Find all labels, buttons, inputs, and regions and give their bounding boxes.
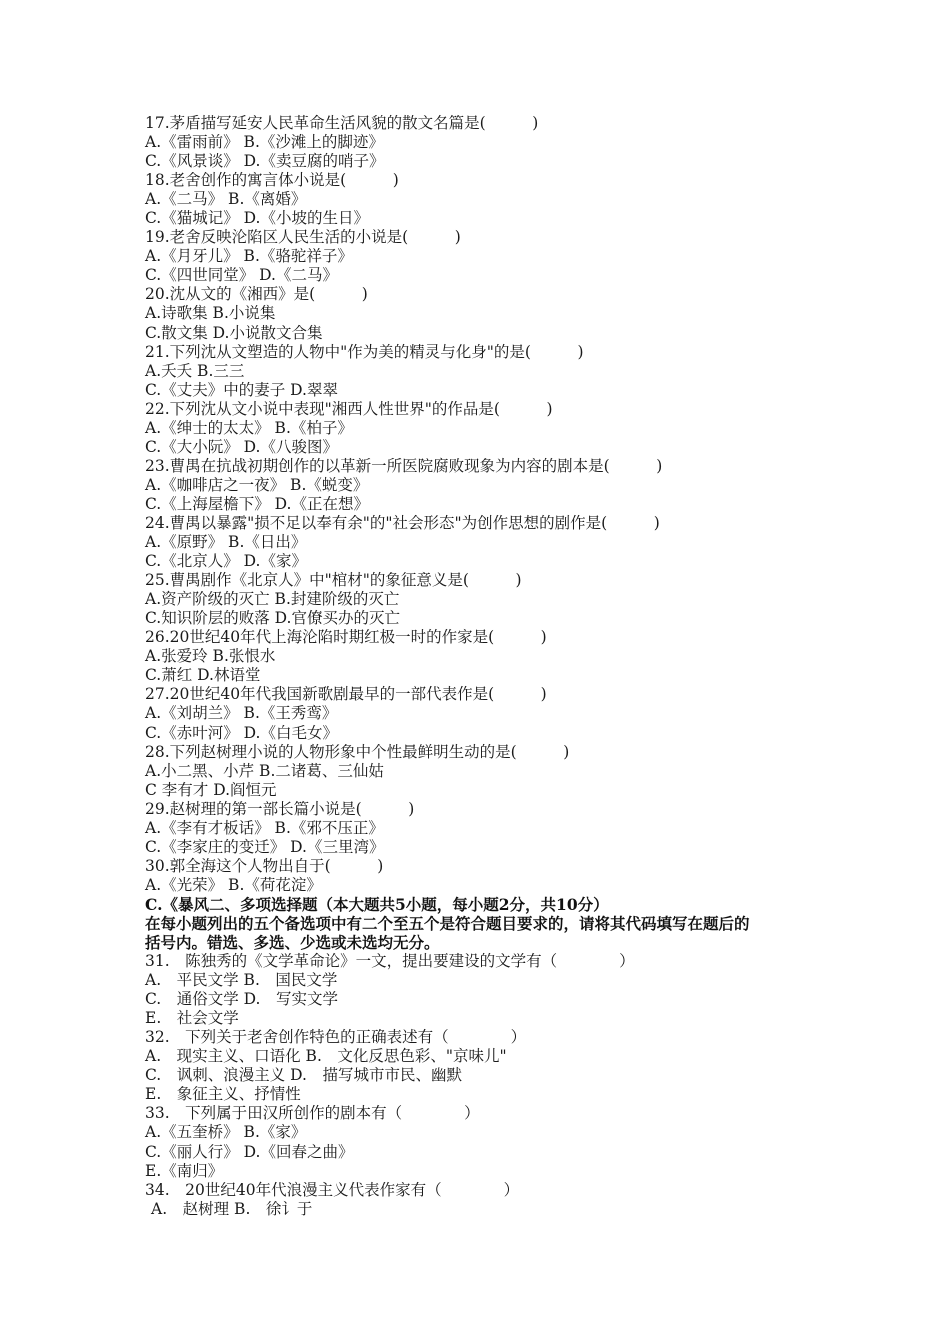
q31-options-ab: A. 平民文学 B. 国民文学	[145, 971, 338, 990]
q34-stem: 34. 20世纪40年代浪漫主义代表作家有（ ）	[145, 1180, 520, 1199]
q23-stem: 23.曹禺在抗战初期创作的以革新一所医院腐败现象为内容的剧本是( )	[145, 456, 663, 475]
q27-stem: 27.20世纪40年代我国新歌剧最早的一部代表作是( )	[145, 685, 547, 704]
q20-options-cd: C.散文集 D.小说散文合集	[145, 323, 323, 342]
q27-options-cd: C.《赤叶河》 D.《白毛女》	[145, 723, 338, 742]
q23-options-ab: A.《咖啡店之一夜》 B.《蜕变》	[145, 475, 369, 494]
q28-options-cd: C 李有才 D.阎恒元	[145, 780, 277, 799]
q24-stem: 24.曹禺以暴露"损不足以奉有余"的"社会形态"为创作思想的剧作是( )	[145, 513, 660, 532]
q25-stem: 25.曹禺剧作《北京人》中"棺材"的象征意义是( )	[145, 571, 522, 590]
q28-stem: 28.下列赵树理小说的人物形象中个性最鲜明生动的是( )	[145, 742, 570, 761]
section-instructions-line-2: 括号内。错选、多选、少选或未选均无分。	[145, 933, 440, 953]
q25-options-cd: C.知识阶层的败落 D.官僚买办的灭亡	[145, 609, 400, 628]
q26-options-ab: A.张爱玲 B.张恨水	[145, 647, 276, 666]
q31-option-e: E. 社会文学	[145, 1009, 239, 1028]
q24-options-cd: C.《北京人》 D.《家》	[145, 552, 307, 571]
q19-stem: 19.老舍反映沦陷区人民生活的小说是( )	[145, 228, 461, 247]
q19-options-cd: C.《四世同堂》 D.《二马》	[145, 266, 338, 285]
q33-option-e: E.《南归》	[145, 1161, 224, 1180]
q29-options-cd: C.《李家庄的变迁》 D.《三里湾》	[145, 837, 385, 856]
q29-stem: 29.赵树理的第一部长篇小说是( )	[145, 799, 415, 818]
q27-options-ab: A.《刘胡兰》 B.《王秀鸾》	[145, 704, 338, 723]
q18-options-ab: A.《二马》 B.《离婚》	[145, 190, 307, 209]
q28-options-ab: A.小二黑、小芹 B.二诸葛、三仙姑	[145, 761, 384, 780]
q18-options-cd: C.《猫城记》 D.《小坡的生日》	[145, 209, 369, 228]
q32-option-e: E. 象征主义、抒情性	[145, 1085, 301, 1104]
q33-options-cd: C.《丽人行》 D.《回春之曲》	[145, 1142, 354, 1161]
q17-options-ab: A.《雷雨前》 B.《沙滩上的脚迹》	[145, 133, 384, 152]
q20-stem: 20.沈从文的《湘西》是( )	[145, 285, 368, 304]
q29-options-ab: A.《李有才板话》 B.《邪不压正》	[145, 818, 384, 837]
q19-options-ab: A.《月牙儿》 B.《骆驼祥子》	[145, 247, 353, 266]
q20-options-ab: A.诗歌集 B.小说集	[145, 304, 276, 323]
q32-stem: 32. 下列关于老舍创作特色的正确表述有（ ）	[145, 1028, 527, 1047]
document-page	[145, 114, 865, 1219]
q30-stem: 30.郭全海这个人物出自于( )	[145, 856, 384, 875]
q21-options-ab: A.夭夭 B.三三	[145, 361, 245, 380]
q25-options-ab: A.资产阶级的灭亡 B.封建阶级的灭亡	[145, 590, 400, 609]
q23-options-cd: C.《上海屋檐下》 D.《正在想》	[145, 494, 369, 513]
q33-stem: 33. 下列属于田汉所创作的剧本有（ ）	[145, 1104, 480, 1123]
q17-stem: 17.茅盾描写延安人民革命生活风貌的散文名篇是( )	[145, 114, 539, 132]
q31-options-cd: C. 通俗文学 D. 写实文学	[145, 990, 338, 1009]
q22-options-ab: A.《绅士的太太》 B.《柏子》	[145, 418, 353, 437]
q22-stem: 22.下列沈从文小说中表现"湘西人性世界"的作品是( )	[145, 399, 553, 418]
q34-options-ab: A. 赵树理 B. 徐讠于	[151, 1199, 313, 1218]
section-heading-multiple-choice: C.《暴风二、多项选择题（本大题共5小题，每小题2分，共10分）	[145, 894, 609, 914]
q21-options-cd: C.《丈夫》中的妻子 D.翠翠	[145, 380, 338, 399]
q21-stem: 21.下列沈从文塑造的人物中"作为美的精灵与化身"的是( )	[145, 342, 584, 361]
q32-options-ab: A. 现实主义、口语化 B. 文化反思色彩、"京味儿"	[145, 1047, 507, 1066]
q17-options-cd: C.《风景谈》 D.《卖豆腐的哨子》	[145, 152, 385, 171]
q31-stem: 31. 陈独秀的《文学革命论》一文，提出要建设的文学有（ ）	[145, 952, 635, 971]
q32-options-cd: C. 讽刺、浪漫主义 D. 描写城市市民、幽默	[145, 1066, 462, 1085]
q26-options-cd: C.萧红 D.林语堂	[145, 666, 261, 685]
section-instructions-line-1: 在每小题列出的五个备选项中有二个至五个是符合题目要求的，请将其代码填写在题后的	[145, 913, 750, 933]
q26-stem: 26.20世纪40年代上海沦陷时期红极一时的作家是( )	[145, 628, 547, 647]
q30-options-ab: A.《光荣》 B.《荷花淀》	[145, 875, 322, 894]
q18-stem: 18.老舍创作的寓言体小说是( )	[145, 171, 399, 190]
q22-options-cd: C.《大小阮》 D.《八骏图》	[145, 437, 338, 456]
q24-options-ab: A.《原野》 B.《日出》	[145, 533, 307, 552]
q33-options-ab: A.《五奎桥》 B.《家》	[145, 1123, 307, 1142]
